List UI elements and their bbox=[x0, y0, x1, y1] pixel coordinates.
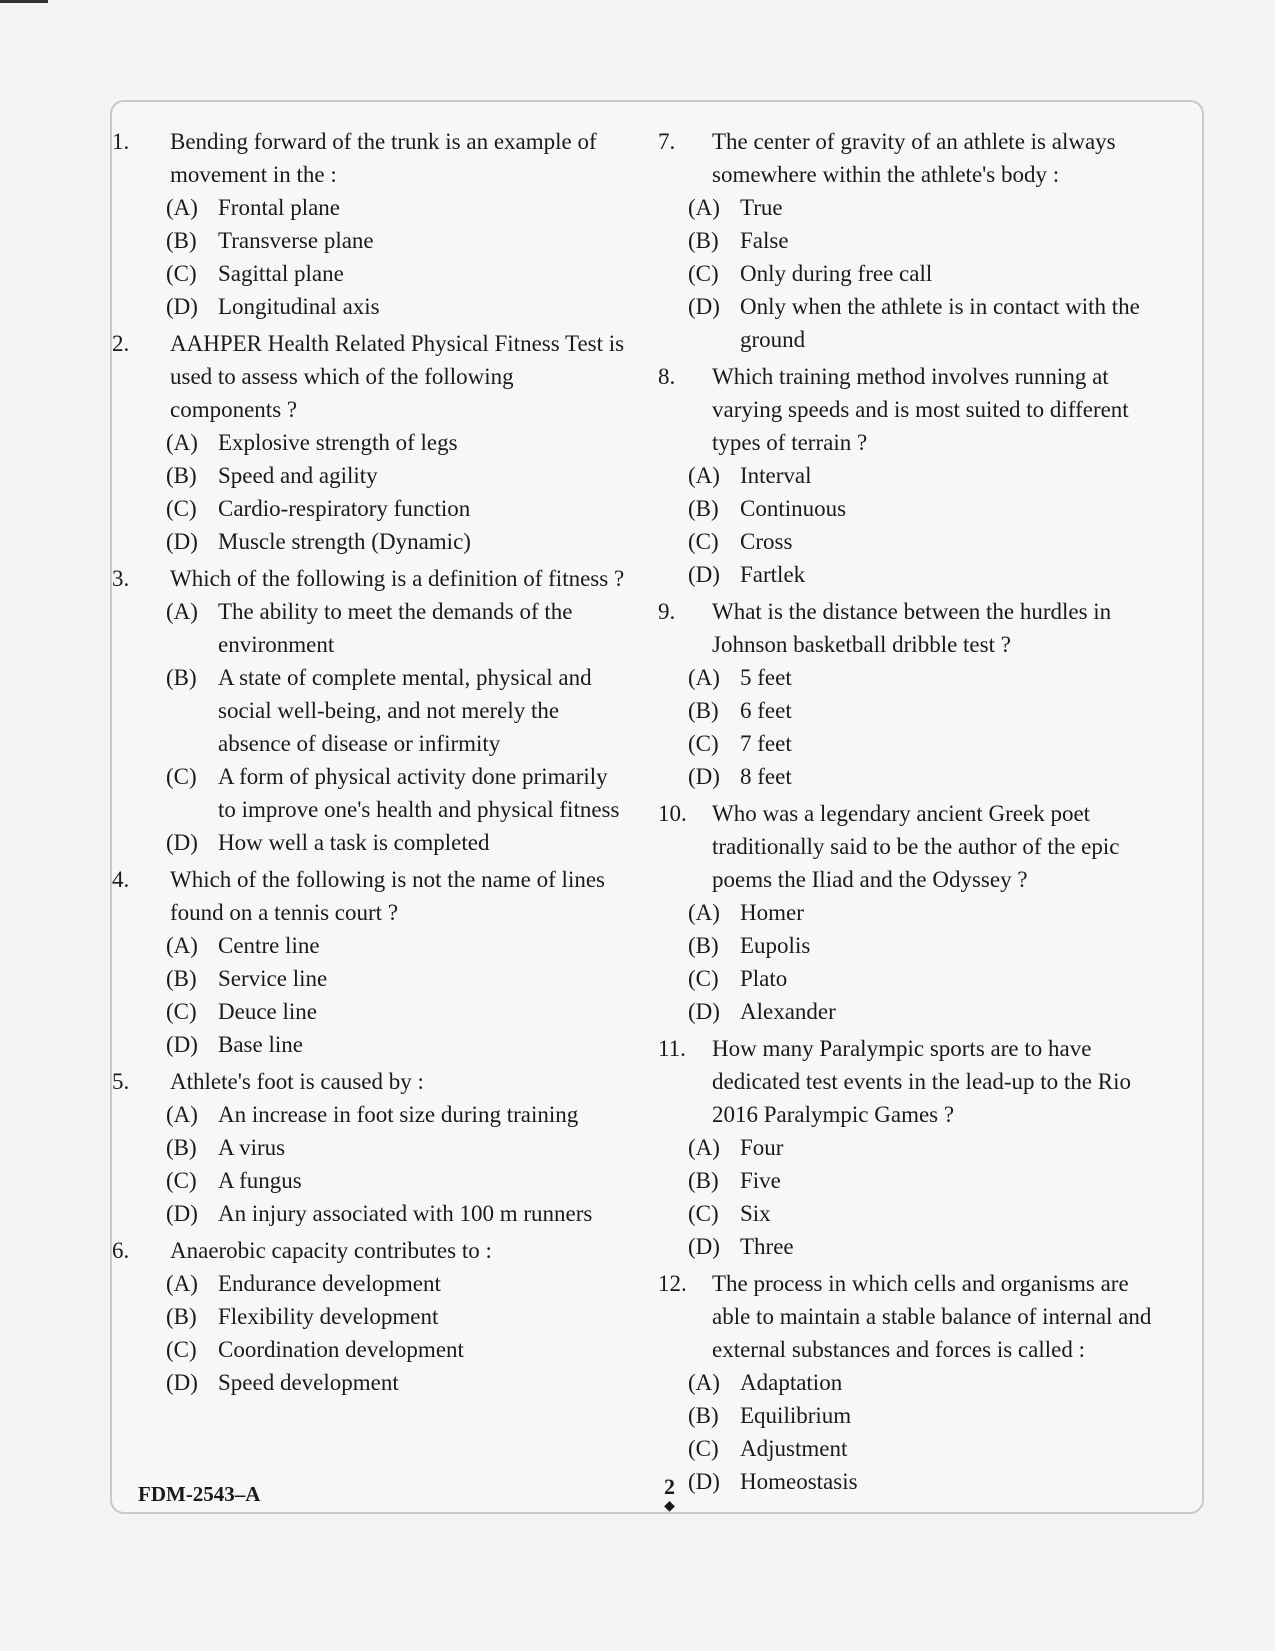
answer-option bbox=[166, 257, 630, 290]
question-number: 10. bbox=[658, 801, 687, 826]
answer-option bbox=[688, 525, 1158, 558]
option-text: Adjustment bbox=[740, 1436, 848, 1461]
option-label: (D) bbox=[166, 1201, 198, 1226]
option-text: 8 feet bbox=[740, 764, 792, 789]
option-label: (C) bbox=[166, 1168, 197, 1193]
answer-option bbox=[166, 995, 630, 1028]
option-label: (B) bbox=[688, 698, 719, 723]
question-stem bbox=[658, 595, 1158, 661]
question-block bbox=[110, 562, 630, 859]
question-stem bbox=[110, 327, 630, 426]
answer-option bbox=[688, 1465, 1158, 1498]
option-label: (C) bbox=[688, 731, 719, 756]
answer-option bbox=[688, 459, 1158, 492]
option-label: (D) bbox=[166, 830, 198, 855]
option-label: (A) bbox=[166, 599, 198, 624]
option-text: Equilibrium bbox=[740, 1403, 852, 1428]
answer-option bbox=[688, 694, 1158, 727]
question-stem bbox=[658, 1032, 1158, 1131]
question-stem bbox=[658, 1267, 1158, 1366]
answer-option bbox=[166, 595, 630, 661]
option-label: (A) bbox=[688, 195, 720, 220]
page-number bbox=[664, 1474, 675, 1514]
option-text: Speed and agility bbox=[218, 463, 378, 488]
question-text: AAHPER Health Related Physical Fitness Test is used to assess which of the following components ? bbox=[170, 331, 625, 422]
answer-option bbox=[166, 962, 630, 995]
option-label: (B) bbox=[166, 1304, 197, 1329]
option-label: (C) bbox=[166, 261, 197, 286]
question-text: Anaerobic capacity contributes to : bbox=[170, 1238, 492, 1263]
option-label: (B) bbox=[688, 228, 719, 253]
answer-option bbox=[166, 1131, 630, 1164]
answer-option bbox=[688, 1131, 1158, 1164]
option-text: Homeostasis bbox=[740, 1469, 858, 1494]
option-label: (D) bbox=[688, 999, 720, 1024]
option-text: Cardio-respiratory function bbox=[218, 496, 471, 521]
question-block bbox=[658, 125, 1158, 356]
option-label: (B) bbox=[166, 966, 197, 991]
answer-option bbox=[688, 995, 1158, 1028]
option-label: (A) bbox=[166, 1271, 198, 1296]
question-stem bbox=[658, 797, 1158, 896]
diamond-icon: ◆ bbox=[664, 1499, 675, 1514]
option-text: Continuous bbox=[740, 496, 847, 521]
option-text: Deuce line bbox=[218, 999, 317, 1024]
question-number: 5. bbox=[112, 1069, 130, 1094]
answer-option bbox=[166, 459, 630, 492]
option-label: (B) bbox=[166, 665, 197, 690]
question-block bbox=[658, 1267, 1158, 1498]
question-stem bbox=[110, 1234, 630, 1267]
question-number: 8. bbox=[658, 364, 676, 389]
question-block bbox=[110, 1065, 630, 1230]
option-text: A state of complete mental, physical and social well-being, and not merely the absence of disease or infirmity bbox=[218, 665, 592, 756]
answer-option bbox=[688, 290, 1158, 356]
option-text: Speed development bbox=[218, 1370, 399, 1395]
option-text: Alexander bbox=[740, 999, 836, 1024]
question-text: Who was a legendary ancient Greek poet traditionally said to be the author of the epic poems the Iliad and the Odyssey ? bbox=[712, 801, 1120, 892]
answer-option bbox=[166, 290, 630, 323]
option-label: (C) bbox=[688, 529, 719, 554]
left-question-column bbox=[110, 125, 630, 1399]
option-label: (B) bbox=[166, 228, 197, 253]
answer-option bbox=[688, 1197, 1158, 1230]
question-block bbox=[110, 1234, 630, 1399]
paper-code: FDM-2543–A bbox=[138, 1482, 261, 1506]
question-block bbox=[658, 1032, 1158, 1263]
option-text: An increase in foot size during training bbox=[218, 1102, 579, 1127]
answer-option bbox=[688, 1164, 1158, 1197]
option-label: (D) bbox=[688, 1469, 720, 1494]
option-label: (A) bbox=[166, 933, 198, 958]
answer-option bbox=[166, 661, 630, 760]
option-text: Eupolis bbox=[740, 933, 811, 958]
question-text: Which training method involves running at varying speeds and is most suited to different types of terrain ? bbox=[712, 364, 1129, 455]
option-text: An injury associated with 100 m runners bbox=[218, 1201, 593, 1226]
option-text: A form of physical activity done primarily to improve one's health and physical fitness bbox=[218, 764, 620, 822]
option-label: (A) bbox=[688, 1370, 720, 1395]
question-number: 3. bbox=[112, 566, 130, 591]
answer-option bbox=[688, 896, 1158, 929]
answer-option bbox=[166, 224, 630, 257]
answer-option bbox=[166, 525, 630, 558]
option-label: (C) bbox=[166, 999, 197, 1024]
question-stem bbox=[110, 863, 630, 929]
option-text: Flexibility development bbox=[218, 1304, 439, 1329]
option-label: (A) bbox=[688, 665, 720, 690]
answer-option bbox=[166, 760, 630, 826]
option-label: (B) bbox=[688, 1403, 719, 1428]
answer-option bbox=[688, 929, 1158, 962]
option-text: Base line bbox=[218, 1032, 303, 1057]
question-block bbox=[658, 595, 1158, 793]
question-stem bbox=[658, 360, 1158, 459]
answer-option bbox=[166, 1028, 630, 1061]
option-text: Four bbox=[740, 1135, 784, 1160]
question-stem bbox=[658, 125, 1158, 191]
option-label: (C) bbox=[688, 1436, 719, 1461]
answer-option bbox=[166, 1300, 630, 1333]
question-block bbox=[658, 797, 1158, 1028]
option-text: Interval bbox=[740, 463, 812, 488]
option-label: (D) bbox=[166, 1370, 198, 1395]
answer-option bbox=[166, 826, 630, 859]
option-text: Coordination development bbox=[218, 1337, 464, 1362]
option-label: (C) bbox=[166, 496, 197, 521]
option-label: (D) bbox=[688, 562, 720, 587]
option-label: (D) bbox=[166, 1032, 198, 1057]
answer-option bbox=[166, 1267, 630, 1300]
option-text: Sagittal plane bbox=[218, 261, 344, 286]
question-block bbox=[110, 327, 630, 558]
scan-edge-mark bbox=[0, 0, 48, 3]
option-label: (D) bbox=[688, 1234, 720, 1259]
question-block bbox=[658, 360, 1158, 591]
answer-option bbox=[688, 962, 1158, 995]
question-stem bbox=[110, 1065, 630, 1098]
answer-option bbox=[166, 1164, 630, 1197]
option-text: 5 feet bbox=[740, 665, 792, 690]
answer-option bbox=[166, 1333, 630, 1366]
answer-option bbox=[688, 760, 1158, 793]
option-label: (B) bbox=[688, 933, 719, 958]
answer-option bbox=[688, 492, 1158, 525]
answer-option bbox=[166, 492, 630, 525]
option-text: Three bbox=[740, 1234, 794, 1259]
answer-option bbox=[166, 1098, 630, 1131]
option-text: Cross bbox=[740, 529, 793, 554]
option-text: Plato bbox=[740, 966, 788, 991]
option-text: 6 feet bbox=[740, 698, 792, 723]
answer-option bbox=[688, 191, 1158, 224]
option-text: A fungus bbox=[218, 1168, 302, 1193]
question-number: 11. bbox=[658, 1036, 686, 1061]
answer-option bbox=[688, 1366, 1158, 1399]
question-number: 12. bbox=[658, 1271, 687, 1296]
answer-option bbox=[166, 426, 630, 459]
option-text: The ability to meet the demands of the environment bbox=[218, 599, 573, 657]
question-text: Bending forward of the trunk is an example of movement in the : bbox=[170, 129, 597, 187]
option-text: How well a task is completed bbox=[218, 830, 490, 855]
option-text: Endurance development bbox=[218, 1271, 441, 1296]
option-label: (D) bbox=[688, 764, 720, 789]
answer-option bbox=[688, 661, 1158, 694]
option-text: Transverse plane bbox=[218, 228, 374, 253]
option-text: Fartlek bbox=[740, 562, 806, 587]
option-text: Explosive strength of legs bbox=[218, 430, 458, 455]
option-label: (D) bbox=[166, 529, 198, 554]
option-label: (D) bbox=[166, 294, 198, 319]
answer-option bbox=[688, 558, 1158, 591]
question-text: Which of the following is a definition of fitness ? bbox=[170, 566, 625, 591]
option-label: (A) bbox=[688, 463, 720, 488]
option-label: (B) bbox=[688, 496, 719, 521]
option-text: Longitudinal axis bbox=[218, 294, 380, 319]
option-label: (B) bbox=[166, 1135, 197, 1160]
option-label: (C) bbox=[688, 966, 719, 991]
option-text: Only during free call bbox=[740, 261, 933, 286]
option-label: (A) bbox=[166, 430, 198, 455]
option-text: Adaptation bbox=[740, 1370, 843, 1395]
question-stem bbox=[110, 562, 630, 595]
answer-option bbox=[688, 1399, 1158, 1432]
question-text: The process in which cells and organisms are able to maintain a stable balance of internal and external substances and forces is called : bbox=[712, 1271, 1152, 1362]
option-text: 7 feet bbox=[740, 731, 792, 756]
option-label: (B) bbox=[166, 463, 197, 488]
option-label: (C) bbox=[166, 1337, 197, 1362]
question-text: What is the distance between the hurdles in Johnson basketball dribble test ? bbox=[712, 599, 1112, 657]
page-number-value: 2 bbox=[664, 1474, 675, 1499]
option-label: (B) bbox=[688, 1168, 719, 1193]
question-stem bbox=[110, 125, 630, 191]
option-label: (D) bbox=[688, 294, 720, 319]
option-text: A virus bbox=[218, 1135, 286, 1160]
right-question-column bbox=[658, 125, 1158, 1498]
answer-option bbox=[166, 929, 630, 962]
option-text: False bbox=[740, 228, 789, 253]
answer-option bbox=[688, 224, 1158, 257]
option-label: (A) bbox=[166, 1102, 198, 1127]
question-block bbox=[110, 125, 630, 323]
option-text: Five bbox=[740, 1168, 781, 1193]
question-number: 7. bbox=[658, 129, 676, 154]
question-block bbox=[110, 863, 630, 1061]
answer-option bbox=[688, 1432, 1158, 1465]
answer-option bbox=[166, 1197, 630, 1230]
answer-option bbox=[688, 1230, 1158, 1263]
option-text: Six bbox=[740, 1201, 771, 1226]
question-text: Athlete's foot is caused by : bbox=[170, 1069, 424, 1094]
option-label: (A) bbox=[166, 195, 198, 220]
question-number: 9. bbox=[658, 599, 676, 624]
question-text: How many Paralympic sports are to have dedicated test events in the lead-up to the Rio 2016 Paralympic Games ? bbox=[712, 1036, 1131, 1127]
option-text: Homer bbox=[740, 900, 804, 925]
question-number: 6. bbox=[112, 1238, 130, 1263]
answer-option bbox=[166, 1366, 630, 1399]
option-label: (C) bbox=[166, 764, 197, 789]
answer-option bbox=[166, 191, 630, 224]
option-text: Centre line bbox=[218, 933, 320, 958]
option-text: Service line bbox=[218, 966, 328, 991]
question-number: 1. bbox=[112, 129, 130, 154]
option-text: Only when the athlete is in contact with the ground bbox=[740, 294, 1140, 352]
option-text: Frontal plane bbox=[218, 195, 340, 220]
option-text: True bbox=[740, 195, 783, 220]
option-label: (C) bbox=[688, 261, 719, 286]
option-label: (C) bbox=[688, 1201, 719, 1226]
option-label: (A) bbox=[688, 1135, 720, 1160]
question-number: 2. bbox=[112, 331, 130, 356]
answer-option bbox=[688, 257, 1158, 290]
question-text: Which of the following is not the name of lines found on a tennis court ? bbox=[170, 867, 605, 925]
option-text: Muscle strength (Dynamic) bbox=[218, 529, 471, 554]
question-text: The center of gravity of an athlete is always somewhere within the athlete's body : bbox=[712, 129, 1116, 187]
option-label: (A) bbox=[688, 900, 720, 925]
answer-option bbox=[688, 727, 1158, 760]
question-number: 4. bbox=[112, 867, 130, 892]
